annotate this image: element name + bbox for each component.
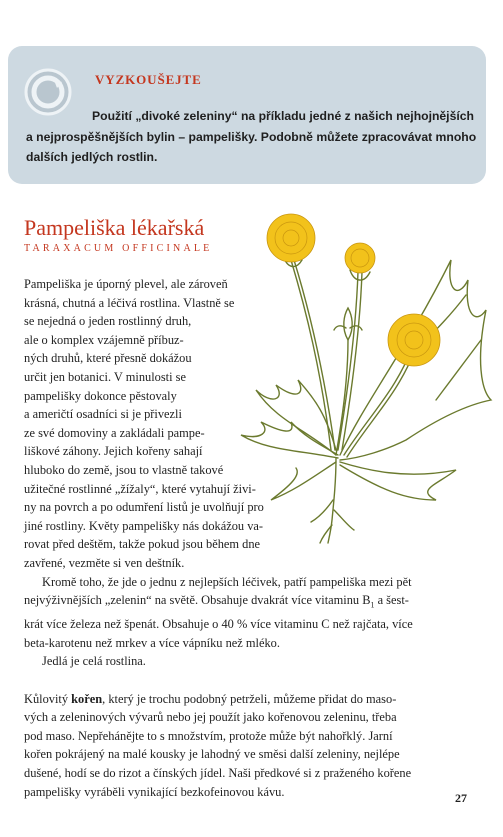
text-line: krásná, chutná a léčivá rostlina. Vlastně se — [24, 295, 235, 310]
text-line — [24, 591, 469, 615]
text-line: liškové záhony. Jejich kořeny sahají — [24, 444, 203, 459]
text-line: pod maso. Nepřehánějte to s množstvím, protože může být nahořklý. Jarní — [24, 728, 393, 743]
text-line: ale o komplex vzájemně příbuz- — [24, 332, 184, 347]
text-line: se nejedná o jeden rostlinný druh, — [24, 314, 192, 329]
text-line: Jedlá je celá rostlina. — [42, 654, 146, 669]
tip-text: Použití „divoké zeleniny“ na příkladu jedné z našich nejhojnějších a nejprospěšnějších bylin – pampelišky. Podobně můžete zpracovávat mnoho dalších jedlých rostlin. — [26, 109, 477, 164]
text-line: ze své domoviny a zakládali pampe- — [24, 425, 205, 440]
text-line: Kromě toho, že jde o jednu z nejlepších léčivek, patří pampeliška mezi pět — [42, 574, 412, 589]
paragraph-gap — [24, 671, 469, 690]
text-line: pampelišky dokonce pěstovaly — [24, 388, 177, 403]
article-subtitle: TARAXACUM OFFICINALE — [24, 243, 213, 254]
article-title: Pampeliška lékařská — [24, 215, 205, 240]
text-fragment: Kůlovitý — [24, 691, 72, 706]
text-line: beta-karotenu než mrkev a více vápníku než mléko. — [24, 635, 280, 650]
text-line: zavřené, vezměte si ven deštník. — [24, 555, 185, 570]
text-fragment: nejvýživnějších „zelenin“ na světě. Obsahuje dvakrát více vitaminu B — [24, 593, 371, 608]
text-line: hluboko do země, jsou to vlastně takové — [24, 462, 224, 477]
text-line: vých a zeleninových vývarů nebo jej použít jako kořenovou zeleninu, třeba — [24, 710, 397, 725]
text-line: dušené, hodí se do rizot a čínských jídel. Naši předkové si z praženého kořene — [24, 765, 412, 780]
tip-heading: VYZKOUŠEJTE — [95, 72, 202, 87]
text-line: užitečné rostlinné „žížaly“, které vytahují živi- — [24, 481, 256, 496]
text-line: krát více železa než špenát. Obsahuje o 40 % více vitaminu C než rajčata, více — [24, 617, 413, 632]
text-line: a američtí osadníci si je přivezli — [24, 407, 182, 422]
text-fragment: , který je trochu podobný petrželi, můžeme přidat do maso- — [102, 691, 397, 706]
text-line — [24, 690, 469, 709]
article-body — [24, 275, 469, 801]
text-line: pampelišky vyráběli vynikající bezkofeinovou kávu. — [24, 784, 285, 799]
vitamin-subscript: 1 — [370, 600, 375, 610]
text-line: ny na povrch a po odumření listů je uvolňují pro — [24, 500, 264, 515]
text-line: ných druhů, které přesně dokážou — [24, 351, 192, 366]
page-number: 27 — [455, 791, 467, 805]
keyword-root: kořen — [71, 691, 103, 706]
text-line: rovat před deštěm, takže pokud jsou během dne — [24, 537, 261, 552]
tip-box — [8, 46, 486, 184]
text-line: kořen pokrájený na malé kousky je lahodný ve směsi další zeleniny, nejlépe — [24, 747, 400, 762]
text-line: jiné rostliny. Květy pampelišky nás dokážou va- — [24, 518, 264, 533]
text-line: Pampeliška je úporný plevel, ale zároveň — [24, 277, 228, 291]
text-line: určit jen botanici. V minulosti se — [24, 369, 186, 384]
text-fragment: a šest- — [374, 593, 409, 608]
